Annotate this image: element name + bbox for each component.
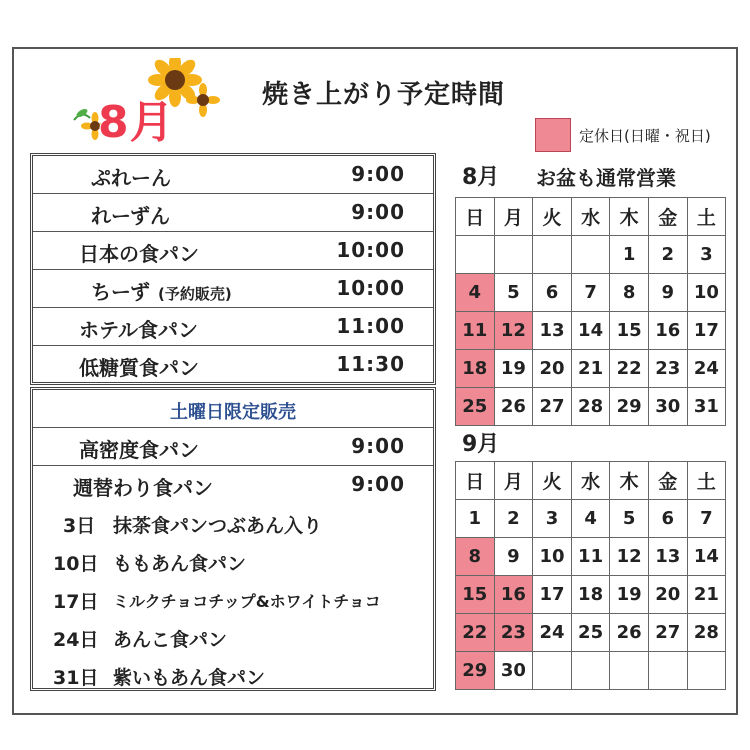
date-cell: 5 <box>610 500 649 538</box>
item-name: 低糖質食パン <box>79 356 199 380</box>
date-cell: 17 <box>687 312 726 350</box>
special-name: 紫いもあん食パン <box>113 667 266 689</box>
special-name: あんこ食パン <box>113 629 228 651</box>
week-row <box>456 576 726 614</box>
date-cell: 25 <box>456 388 495 426</box>
date-cell: 14 <box>571 312 610 350</box>
weekday-cell: 月 <box>494 198 533 236</box>
date-cell: 2 <box>494 500 533 538</box>
weekday-cell: 火 <box>533 198 572 236</box>
item-time: 9:00 <box>351 162 405 186</box>
weekday-cell: 木 <box>610 462 649 500</box>
saturday-item-row <box>33 466 433 504</box>
saturday-heading: 土曜日限定販売 <box>170 402 296 423</box>
weekday-cell: 土 <box>687 198 726 236</box>
date-cell: 21 <box>571 350 610 388</box>
week-row <box>456 312 726 350</box>
date-cell: 12 <box>494 312 533 350</box>
item-time: 9:00 <box>351 200 405 224</box>
date-cell: 9 <box>494 538 533 576</box>
date-cell: 18 <box>571 576 610 614</box>
legend-label: 定休日(日曜・祝日) <box>579 126 711 145</box>
weekday-cell: 月 <box>494 462 533 500</box>
weekday-cell: 火 <box>533 462 572 500</box>
special-day: 10日 <box>53 553 99 575</box>
date-cell: 20 <box>648 576 687 614</box>
weekday-cell: 金 <box>648 198 687 236</box>
schedule-row <box>33 156 433 194</box>
date-cell: 2 <box>648 236 687 274</box>
empty-date-cell <box>571 236 610 274</box>
week-row <box>456 274 726 312</box>
date-cell: 7 <box>687 500 726 538</box>
date-cell: 5 <box>494 274 533 312</box>
item-name: 高密度食パン <box>79 438 199 462</box>
weekday-cell: 金 <box>648 462 687 500</box>
date-cell: 25 <box>571 614 610 652</box>
week-row <box>456 538 726 576</box>
special-row <box>33 656 433 694</box>
date-cell: 1 <box>610 236 649 274</box>
saturday-schedule <box>30 387 436 691</box>
item-name: れーずん <box>91 204 170 228</box>
calendar-sep-title: 9月 <box>462 432 500 457</box>
date-cell: 19 <box>494 350 533 388</box>
saturday-heading-row <box>33 390 433 428</box>
date-cell: 6 <box>533 274 572 312</box>
date-cell: 15 <box>456 576 495 614</box>
item-time: 9:00 <box>351 472 405 496</box>
date-cell: 14 <box>687 538 726 576</box>
item-name: 週替わり食パン <box>73 476 213 500</box>
item-name: 日本の食パン <box>79 242 199 266</box>
weekday-cell: 水 <box>571 462 610 500</box>
schedule-row <box>33 194 433 232</box>
date-cell: 10 <box>533 538 572 576</box>
date-cell: 27 <box>648 614 687 652</box>
closed-day-legend <box>535 118 711 152</box>
date-cell: 4 <box>571 500 610 538</box>
special-name: ももあん食パン <box>113 553 247 575</box>
week-row <box>456 652 726 690</box>
item-time: 10:00 <box>336 238 405 262</box>
calendar-aug-note: お盆も通常営業 <box>536 166 676 190</box>
date-cell: 13 <box>533 312 572 350</box>
schedule-row <box>33 232 433 270</box>
week-row <box>456 614 726 652</box>
legend-swatch <box>535 118 571 152</box>
date-cell: 13 <box>648 538 687 576</box>
weekday-cell: 木 <box>610 198 649 236</box>
saturday-item-row <box>33 428 433 466</box>
schedule-row <box>33 308 433 346</box>
calendar-sep <box>455 461 726 690</box>
date-cell: 11 <box>571 538 610 576</box>
date-cell: 19 <box>610 576 649 614</box>
empty-date-cell <box>648 652 687 690</box>
date-cell: 27 <box>533 388 572 426</box>
special-day: 17日 <box>53 591 99 613</box>
date-cell: 10 <box>687 274 726 312</box>
date-cell: 24 <box>687 350 726 388</box>
date-cell: 8 <box>456 538 495 576</box>
week-row <box>456 500 726 538</box>
item-name: ぷれーん <box>91 166 171 190</box>
date-cell: 30 <box>494 652 533 690</box>
item-note: (予約販売) <box>158 285 232 303</box>
special-row <box>33 504 433 542</box>
special-name: ミルクチョコチップ&ホワイトチョコ <box>113 592 381 611</box>
weekday-header-row <box>456 198 726 236</box>
date-cell: 1 <box>456 500 495 538</box>
date-cell: 23 <box>648 350 687 388</box>
calendar-aug <box>455 197 726 426</box>
date-cell: 28 <box>687 614 726 652</box>
item-time: 11:00 <box>336 314 405 338</box>
special-row <box>33 580 433 618</box>
special-day: 31日 <box>53 667 99 689</box>
week-row <box>456 350 726 388</box>
empty-date-cell <box>533 236 572 274</box>
weekday-cell: 日 <box>456 198 495 236</box>
date-cell: 7 <box>571 274 610 312</box>
empty-date-cell <box>571 652 610 690</box>
date-cell: 31 <box>687 388 726 426</box>
date-cell: 26 <box>610 614 649 652</box>
date-cell: 28 <box>571 388 610 426</box>
date-cell: 3 <box>533 500 572 538</box>
special-row <box>33 618 433 656</box>
item-time: 9:00 <box>351 434 405 458</box>
date-cell: 16 <box>648 312 687 350</box>
weekday-cell: 土 <box>687 462 726 500</box>
date-cell: 15 <box>610 312 649 350</box>
date-cell: 12 <box>610 538 649 576</box>
item-time: 11:30 <box>336 352 405 376</box>
weekday-cell: 水 <box>571 198 610 236</box>
special-name: 抹茶食パンつぶあん入り <box>113 515 323 537</box>
date-cell: 20 <box>533 350 572 388</box>
date-cell: 22 <box>610 350 649 388</box>
date-cell: 23 <box>494 614 533 652</box>
schedule-row <box>33 346 433 384</box>
item-name: ちーず <box>91 280 150 304</box>
week-row <box>456 236 726 274</box>
date-cell: 18 <box>456 350 495 388</box>
date-cell: 30 <box>648 388 687 426</box>
date-cell: 24 <box>533 614 572 652</box>
weekday-cell: 日 <box>456 462 495 500</box>
special-day: 24日 <box>53 629 99 651</box>
date-cell: 29 <box>456 652 495 690</box>
date-cell: 8 <box>610 274 649 312</box>
item-time: 10:00 <box>336 276 405 300</box>
empty-date-cell <box>456 236 495 274</box>
date-cell: 6 <box>648 500 687 538</box>
date-cell: 26 <box>494 388 533 426</box>
date-cell: 29 <box>610 388 649 426</box>
daily-schedule <box>30 153 436 385</box>
date-cell: 9 <box>648 274 687 312</box>
date-cell: 17 <box>533 576 572 614</box>
empty-date-cell <box>610 652 649 690</box>
calendar-aug-title: 8月 <box>462 165 500 190</box>
schedule-row <box>33 270 433 308</box>
date-cell: 16 <box>494 576 533 614</box>
special-day: 3日 <box>63 515 96 537</box>
special-row <box>33 542 433 580</box>
date-cell: 3 <box>687 236 726 274</box>
date-cell: 21 <box>687 576 726 614</box>
week-row <box>456 388 726 426</box>
item-name: ホテル食パン <box>79 318 198 342</box>
page-title: 焼き上がり予定時間 <box>262 80 506 110</box>
month-badge: 8月 <box>98 97 175 148</box>
weekday-header-row <box>456 462 726 500</box>
empty-date-cell <box>533 652 572 690</box>
empty-date-cell <box>494 236 533 274</box>
empty-date-cell <box>687 652 726 690</box>
date-cell: 4 <box>456 274 495 312</box>
date-cell: 11 <box>456 312 495 350</box>
date-cell: 22 <box>456 614 495 652</box>
